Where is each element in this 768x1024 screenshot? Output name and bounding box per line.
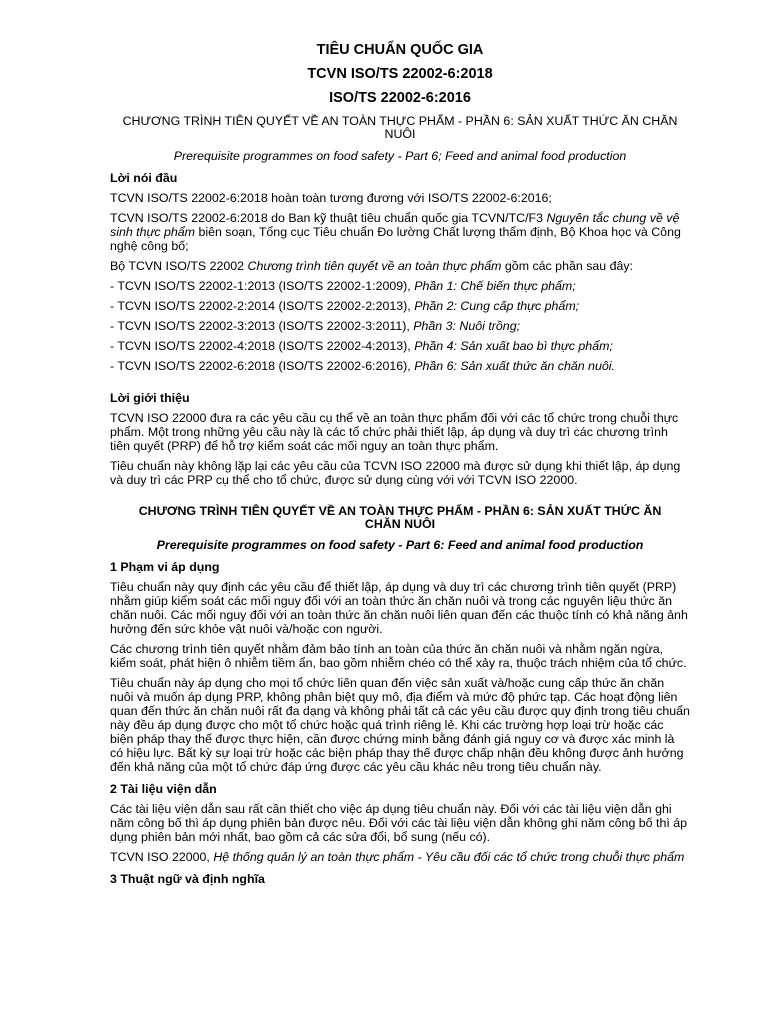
section-1-paragraph-1: Tiêu chuẩn này quy định các yêu cầu để thiết lập, áp dụng và duy trì các chương trình tiên quyết (PRP) nhằm giúp kiểm soát các mối nguy đối với an toàn thức ăn chăn nuôi và trong các nguyên liệu thức ăn chăn nuôi. Các mối nguy đối với an toàn thức ăn chăn nuôi liên quan đến các thuộc tính có khả năng ảnh hưởng đến sức khỏe vật nuôi và/hoặc con người. (110, 580, 688, 636)
body-title: CHƯƠNG TRÌNH TIÊN QUYẾT VỀ AN TOÀN THỰC PHẨM - PHẦN 6: SẢN XUẤT THỨC ĂN CHĂN NUÔI (138, 504, 662, 531)
section-2-paragraph-1: Các tài liệu viện dẫn sau rất cần thiết cho việc áp dụng tiêu chuẩn này. Đối với các tài liệu viện dẫn ghi năm công bố thì áp dụng phiên bản được nêu. Đối với các tài liệu viện dẫn không ghi năm công bố thì áp dụng phiên bản mới nhất, bao gồm cả các sửa đổi, bổ sung (nếu có). (110, 802, 687, 844)
section-2-paragraph-2: TCVN ISO 22000, Hệ thống quản lý an toàn thực phẩm - Yêu cầu đối các tổ chức trong chuỗi thực phẩm (110, 850, 685, 864)
section-2-heading: 2 Tài liệu viện dẫn (110, 782, 217, 796)
foreword-paragraph-2: TCVN ISO/TS 22002-6:2018 do Ban kỹ thuật tiêu chuẩn quốc gia TCVN/TC/F3 Nguyên tắc chung về vệ sinh thực phẩm biên soạn, Tổng cục Tiêu chuẩn Đo lường Chất lượng thẩm định, Bộ Khoa học và Công nghệ công bố; (110, 211, 681, 253)
section-3-heading: 3 Thuật ngữ và định nghĩa (110, 872, 265, 886)
part-list-item: - TCVN ISO/TS 22002-6:2018 (ISO/TS 22002-6:2016), Phần 6: Sản xuất thức ăn chăn nuôi. (110, 359, 615, 373)
section-1-paragraph-2: Các chương trình tiên quyết nhằm đảm bảo tính an toàn của thức ăn chăn nuôi và nhằm ngăn ngừa, kiểm soát, phát hiện ô nhiễm tiềm ẩn, bao gồm nhiễm chéo có thể xảy ra, thuộc trách nhiệm của tổ chức. (110, 642, 687, 670)
document-subtitle: CHƯƠNG TRÌNH TIÊN QUYẾT VỀ AN TOÀN THỰC PHẨM - PHẦN 6: SẢN XUẤT THỨC ĂN CHĂN NUÔI (122, 114, 678, 141)
part-list-item: - TCVN ISO/TS 22002-3:2013 (ISO/TS 22002-3:2011), Phần 3: Nuôi trồng; (110, 319, 521, 333)
introduction-paragraph-1: TCVN ISO 22000 đưa ra các yêu cầu cụ thể về an toàn thực phẩm đối với các tổ chức trong chuỗi thực phẩm. Một trong những yêu cầu này là các tổ chức phải thiết lập, áp dụng và duy trì các chương trình tiên quyết (PRP) để hỗ trợ kiểm soát các mối nguy an toàn thực phẩm. (110, 411, 679, 453)
document-title: TIÊU CHUẨN QUỐC GIA (316, 42, 484, 58)
section-1-heading: 1 Phạm vi áp dụng (110, 560, 220, 574)
foreword-heading: Lời nói đầu (110, 171, 178, 185)
section-1-paragraph-3: Tiêu chuẩn này áp dụng cho mọi tổ chức liên quan đến việc sản xuất và/hoặc cung cấp thức ăn chăn nuôi và muốn áp dụng PRP, không phân biệt quy mô, địa điểm và mức độ phức tạp. Các hoạt động liên quan đến thức ăn chăn nuôi rất đa dạng và không phải tất cả các yêu cầu được quy định trong tiêu chuẩn này đều áp dụng được cho một tổ chức hoặc quá trình riêng lẻ. Khi các trường hợp loại trừ hoặc các biện pháp thay thế được thực hiện, cần được chứng minh bằng đánh giá nguy cơ và được xác minh là có hiệu lực. Bất kỳ sự loại trừ hoặc các biện pháp thay thế được chấp nhận đều không được ảnh hưởng đến khả năng của một tổ chức đáp ứng được các yêu cầu khác nêu trong tiêu chuẩn này. (110, 676, 690, 774)
standard-number: TCVN ISO/TS 22002-6:2018 (307, 66, 493, 82)
english-subtitle: Prerequisite programmes on food safety - Part 6; Feed and animal food production (173, 149, 627, 163)
introduction-paragraph-2: Tiêu chuẩn này không lặp lại các yêu cầu của TCVN ISO 22000 mà được sử dụng khi thiết lập, áp dụng và duy trì các PRP cụ thể cho tổ chức, được sử dụng cùng với với TCVN ISO 22000. (110, 459, 681, 487)
foreword-paragraph-1: TCVN ISO/TS 22002-6:2018 hoàn toàn tương đương với ISO/TS 22002-6:2016; (110, 191, 552, 205)
iso-number: ISO/TS 22002-6:2016 (329, 90, 471, 106)
body-english-title: Prerequisite programmes on food safety - Part 6: Feed and animal food production (156, 538, 644, 552)
part-list-item: - TCVN ISO/TS 22002-4:2018 (ISO/TS 22002-4:2013), Phần 4: Sản xuất bao bì thực phẩm; (110, 339, 613, 353)
introduction-heading: Lời giới thiệu (110, 391, 190, 405)
part-list-item: - TCVN ISO/TS 22002-1:2013 (ISO/TS 22002-1:2009), Phần 1: Chế biến thực phẩm; (110, 279, 576, 293)
part-list-item: - TCVN ISO/TS 22002-2:2014 (ISO/TS 22002-2:2013), Phần 2: Cung cấp thực phẩm; (110, 299, 580, 313)
foreword-paragraph-3: Bộ TCVN ISO/TS 22002 Chương trình tiên quyết về an toàn thực phẩm gồm các phần sau đây: (110, 259, 634, 273)
